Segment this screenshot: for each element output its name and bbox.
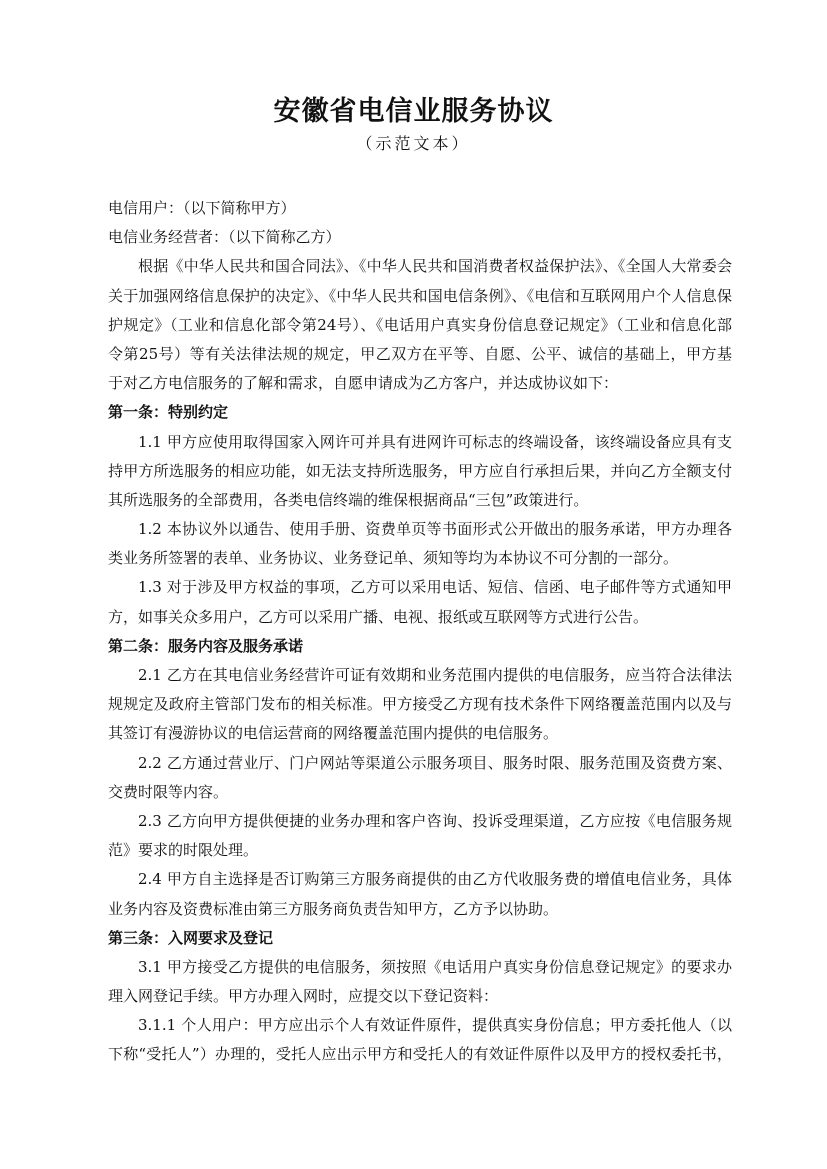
- text-line: 2.3 乙方向甲方提供便捷的业务办理和客户咨询、投诉受理渠道，乙方应按《电信服务规: [138, 811, 732, 830]
- text-line: 3.1.1 个人用户：甲方应出示个人有效证件原件，提供真实身份信息；甲方委托他人（以: [138, 1016, 732, 1035]
- text-line: 2.4 甲方自主选择是否订购第三方服务商提供的由乙方代收服务费的增值电信业务，具体: [138, 870, 732, 889]
- text-line: 类业务所签署的表单、业务协议、业务登记单、须知等均为本协议不可分割的一部分。: [108, 549, 679, 568]
- text-line: 令第25号）等有关法律法规的规定，甲乙双方在平等、自愿、公平、诚信的基础上，甲方基: [108, 344, 732, 363]
- document-body: [108, 194, 732, 1070]
- text-line: 2.2 乙方通过营业厅、门户网站等渠道公示服务项目、服务时限、服务范围及资费方案、: [138, 753, 732, 772]
- text-line: 持甲方所选服务的相应功能，如无法支持所选服务，甲方应自行承担后果，并向乙方全额支付: [108, 461, 732, 480]
- text-line: 关于加强网络信息保护的决定》、《中华人民共和国电信条例》、《电信和互联网用户个人信息保: [108, 286, 732, 305]
- text-line: 其签订有漫游协议的电信运营商的网络覆盖范围内提供的电信服务。: [108, 724, 559, 743]
- document-subtitle: （示范文本）: [356, 134, 471, 153]
- section-heading: 第一条：特别约定: [108, 403, 229, 422]
- text-line: 范》要求的时限处理。: [108, 841, 259, 860]
- text-line: 业务内容及资费标准由第三方服务商负责告知甲方，乙方予以协助。: [108, 899, 559, 918]
- text-line: 电信用户：（以下简称甲方）: [108, 199, 296, 217]
- text-line: 交费时限等内容。: [108, 782, 229, 801]
- text-line: 电信业务经营者：（以下简称乙方）: [108, 228, 341, 247]
- text-line: 下称“受托人”）办理的，受托人应出示甲方和受托人的有效证件原件以及甲方的授权委托书，: [108, 1045, 732, 1064]
- text-line: 于对乙方电信服务的了解和需求，自愿申请成为乙方客户，并达成协议如下：: [108, 374, 619, 393]
- text-line: 理入网登记手续。甲方办理入网时，应提交以下登记资料：: [108, 987, 499, 1006]
- section-heading: 第二条：服务内容及服务承诺: [108, 636, 304, 655]
- text-line: 其所选服务的全部费用，各类电信终端的维保根据商品“三包”政策进行。: [108, 490, 589, 509]
- text-line: 3.1 甲方接受乙方提供的电信服务，须按照《电话用户真实身份信息登记规定》的要求办: [138, 957, 732, 976]
- text-line: 护规定》（工业和信息化部令第24号）、《电话用户真实身份信息登记规定》（工业和信息化部: [108, 315, 732, 334]
- document-title: 安徽省电信业服务协议: [273, 96, 554, 127]
- text-line: 1.3 对于涉及甲方权益的事项，乙方可以采用电话、短信、信函、电子邮件等方式通知甲: [138, 578, 732, 597]
- section-heading: 第三条：入网要求及登记: [108, 928, 274, 947]
- text-line: 2.1 乙方在其电信业务经营许可证有效期和业务范围内提供的电信服务，应当符合法律法: [138, 666, 732, 684]
- text-line: 1.1 甲方应使用取得国家入网许可并具有进网许可标志的终端设备，该终端设备应具有支: [138, 432, 732, 451]
- text-line: 根据《中华人民共和国合同法》、《中华人民共和国消费者权益保护法》、《全国人大常委会: [138, 257, 732, 276]
- text-line: 规规定及政府主管部门发布的相关标准。甲方接受乙方现有技术条件下网络覆盖范围内以及与: [108, 695, 732, 714]
- text-line: 1.2 本协议外以通告、使用手册、资费单页等书面形式公开做出的服务承诺，甲方办理各: [138, 520, 732, 539]
- text-line: 方，如事关众多用户，乙方可以采用广播、电视、报纸或互联网等方式进行公告。: [108, 607, 649, 626]
